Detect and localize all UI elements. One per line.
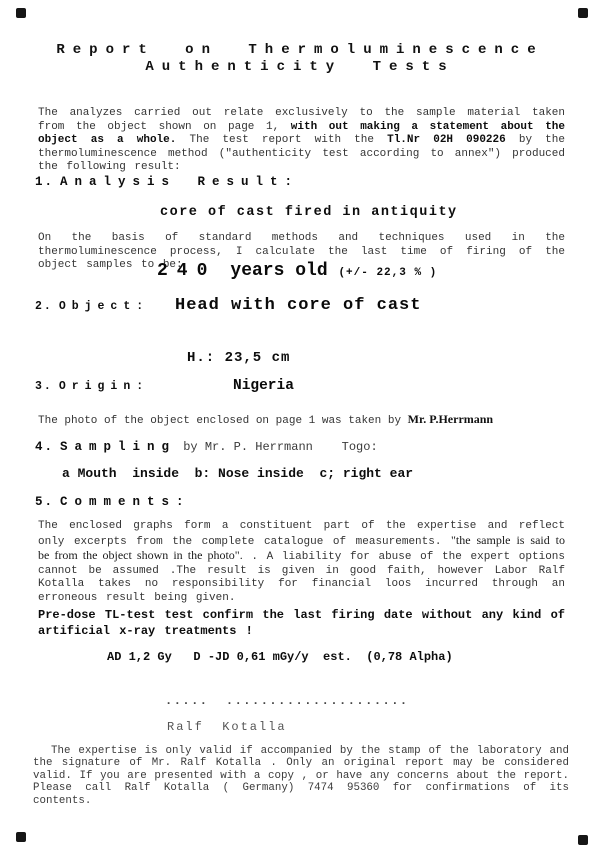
- age-tolerance: (+/- 22,3 % ): [338, 267, 438, 279]
- signature-dotted-line: ..... .....................: [165, 694, 409, 708]
- intro-text-bold-statement: with out making a statement about the object as a whole.: [38, 120, 565, 147]
- intro-text-2: The test report with the: [176, 134, 388, 147]
- corner-mark-top-right: [578, 8, 588, 18]
- section-3-label: Origin:: [58, 380, 150, 393]
- analysis-result-value: core of cast fired in antiquity: [160, 205, 458, 220]
- section-3-heading: [35, 378, 294, 394]
- section-2-label: Object:: [58, 300, 150, 313]
- section-1-label: Analysis Result:: [60, 175, 300, 189]
- comments-text-1: The enclosed graphs form a constituent part of the expertise and reflect only excerpts from the complete catalogue of measurements.: [38, 520, 565, 548]
- comments-quote-serif: "the sample is said to be from the object shown in the photo".: [38, 532, 566, 563]
- section-2-number: 2.: [35, 300, 53, 313]
- report-title-line2: Authenticity Tests: [145, 59, 455, 75]
- object-height: H.: 23,5 cm: [187, 350, 291, 366]
- corner-mark-bottom-left: [16, 832, 26, 842]
- comments-text-2: . A liability for abuse of the expert options cannot be assumed .The result is given in good faith, however Labor Ralf Kotalla takes no responsibility for financial loos incurred through an erroneous result being given.: [38, 551, 565, 604]
- intro-text-1: The analyzes carried out relate exclusively to the sample material taken from the object shown on page 1,: [38, 107, 565, 133]
- section-4-heading: [35, 440, 378, 454]
- age-result-line: [157, 261, 437, 281]
- section-5-heading: [35, 495, 191, 509]
- footer-validity-paragraph: The expertise is only valid if accompanied by the stamp of the laboratory and the signature of Mr. Ralf Kotalla . Only an original report may be considered valid. If you are presented with a copy , or have any concerns about the report. Please call Ralf Kotalla ( Germany) 7474 95360 for confirmations of its contents.: [33, 745, 569, 807]
- sampling-by-text: by Mr. P. Herrmann Togo:: [176, 440, 378, 454]
- intro-text-3: by the thermoluminescence method ("authenticity test according to annex") produced the following result:: [38, 134, 565, 174]
- section-1-number: 1.: [35, 175, 55, 189]
- section-5-label: Comments:: [60, 495, 191, 509]
- section-3-number: 3.: [35, 380, 53, 393]
- section-4-number: 4.: [35, 440, 55, 454]
- age-value: 240: [157, 261, 217, 281]
- photo-author: Mr. P.Herrmann: [407, 412, 494, 426]
- corner-mark-top-left: [16, 8, 26, 18]
- photo-note-line: [38, 412, 493, 427]
- section-5-number: 5.: [35, 495, 55, 509]
- object-value: Head with core of cast: [175, 296, 422, 315]
- dose-values-line: AD 1,2 Gy D -JD 0,61 mGy/y est. (0,78 Alpha): [107, 650, 453, 664]
- corner-mark-bottom-right: [578, 835, 588, 845]
- sampling-points: a Mouth inside b: Nose inside c; right ear: [62, 466, 414, 481]
- age-unit: years old: [230, 261, 328, 281]
- report-title-line1: Report on Thermoluminescence: [56, 42, 544, 58]
- intro-paragraph: [38, 107, 565, 175]
- photo-note-text: The photo of the object enclosed on page 1 was taken by: [38, 415, 408, 427]
- report-title: [0, 42, 600, 76]
- analysis-basis-paragraph: On the basis of standard methods and techniques used in the thermoluminescence process, I calculate the last time of firing of the object samples to be:: [38, 232, 565, 272]
- predose-statement: Pre-dose TL-test test confirm the last firing date without any kind of artificial x-ray treatments !: [38, 608, 565, 638]
- origin-value: Nigeria: [233, 378, 294, 394]
- section-2-heading: [35, 296, 422, 315]
- intro-tl-number: Tl.Nr 02H 090226: [387, 134, 506, 147]
- section-1-heading: [35, 175, 299, 189]
- comments-paragraph: [38, 520, 565, 606]
- signature-name: Ralf Kotalla: [167, 720, 287, 734]
- section-4-label: Sampling: [60, 440, 177, 454]
